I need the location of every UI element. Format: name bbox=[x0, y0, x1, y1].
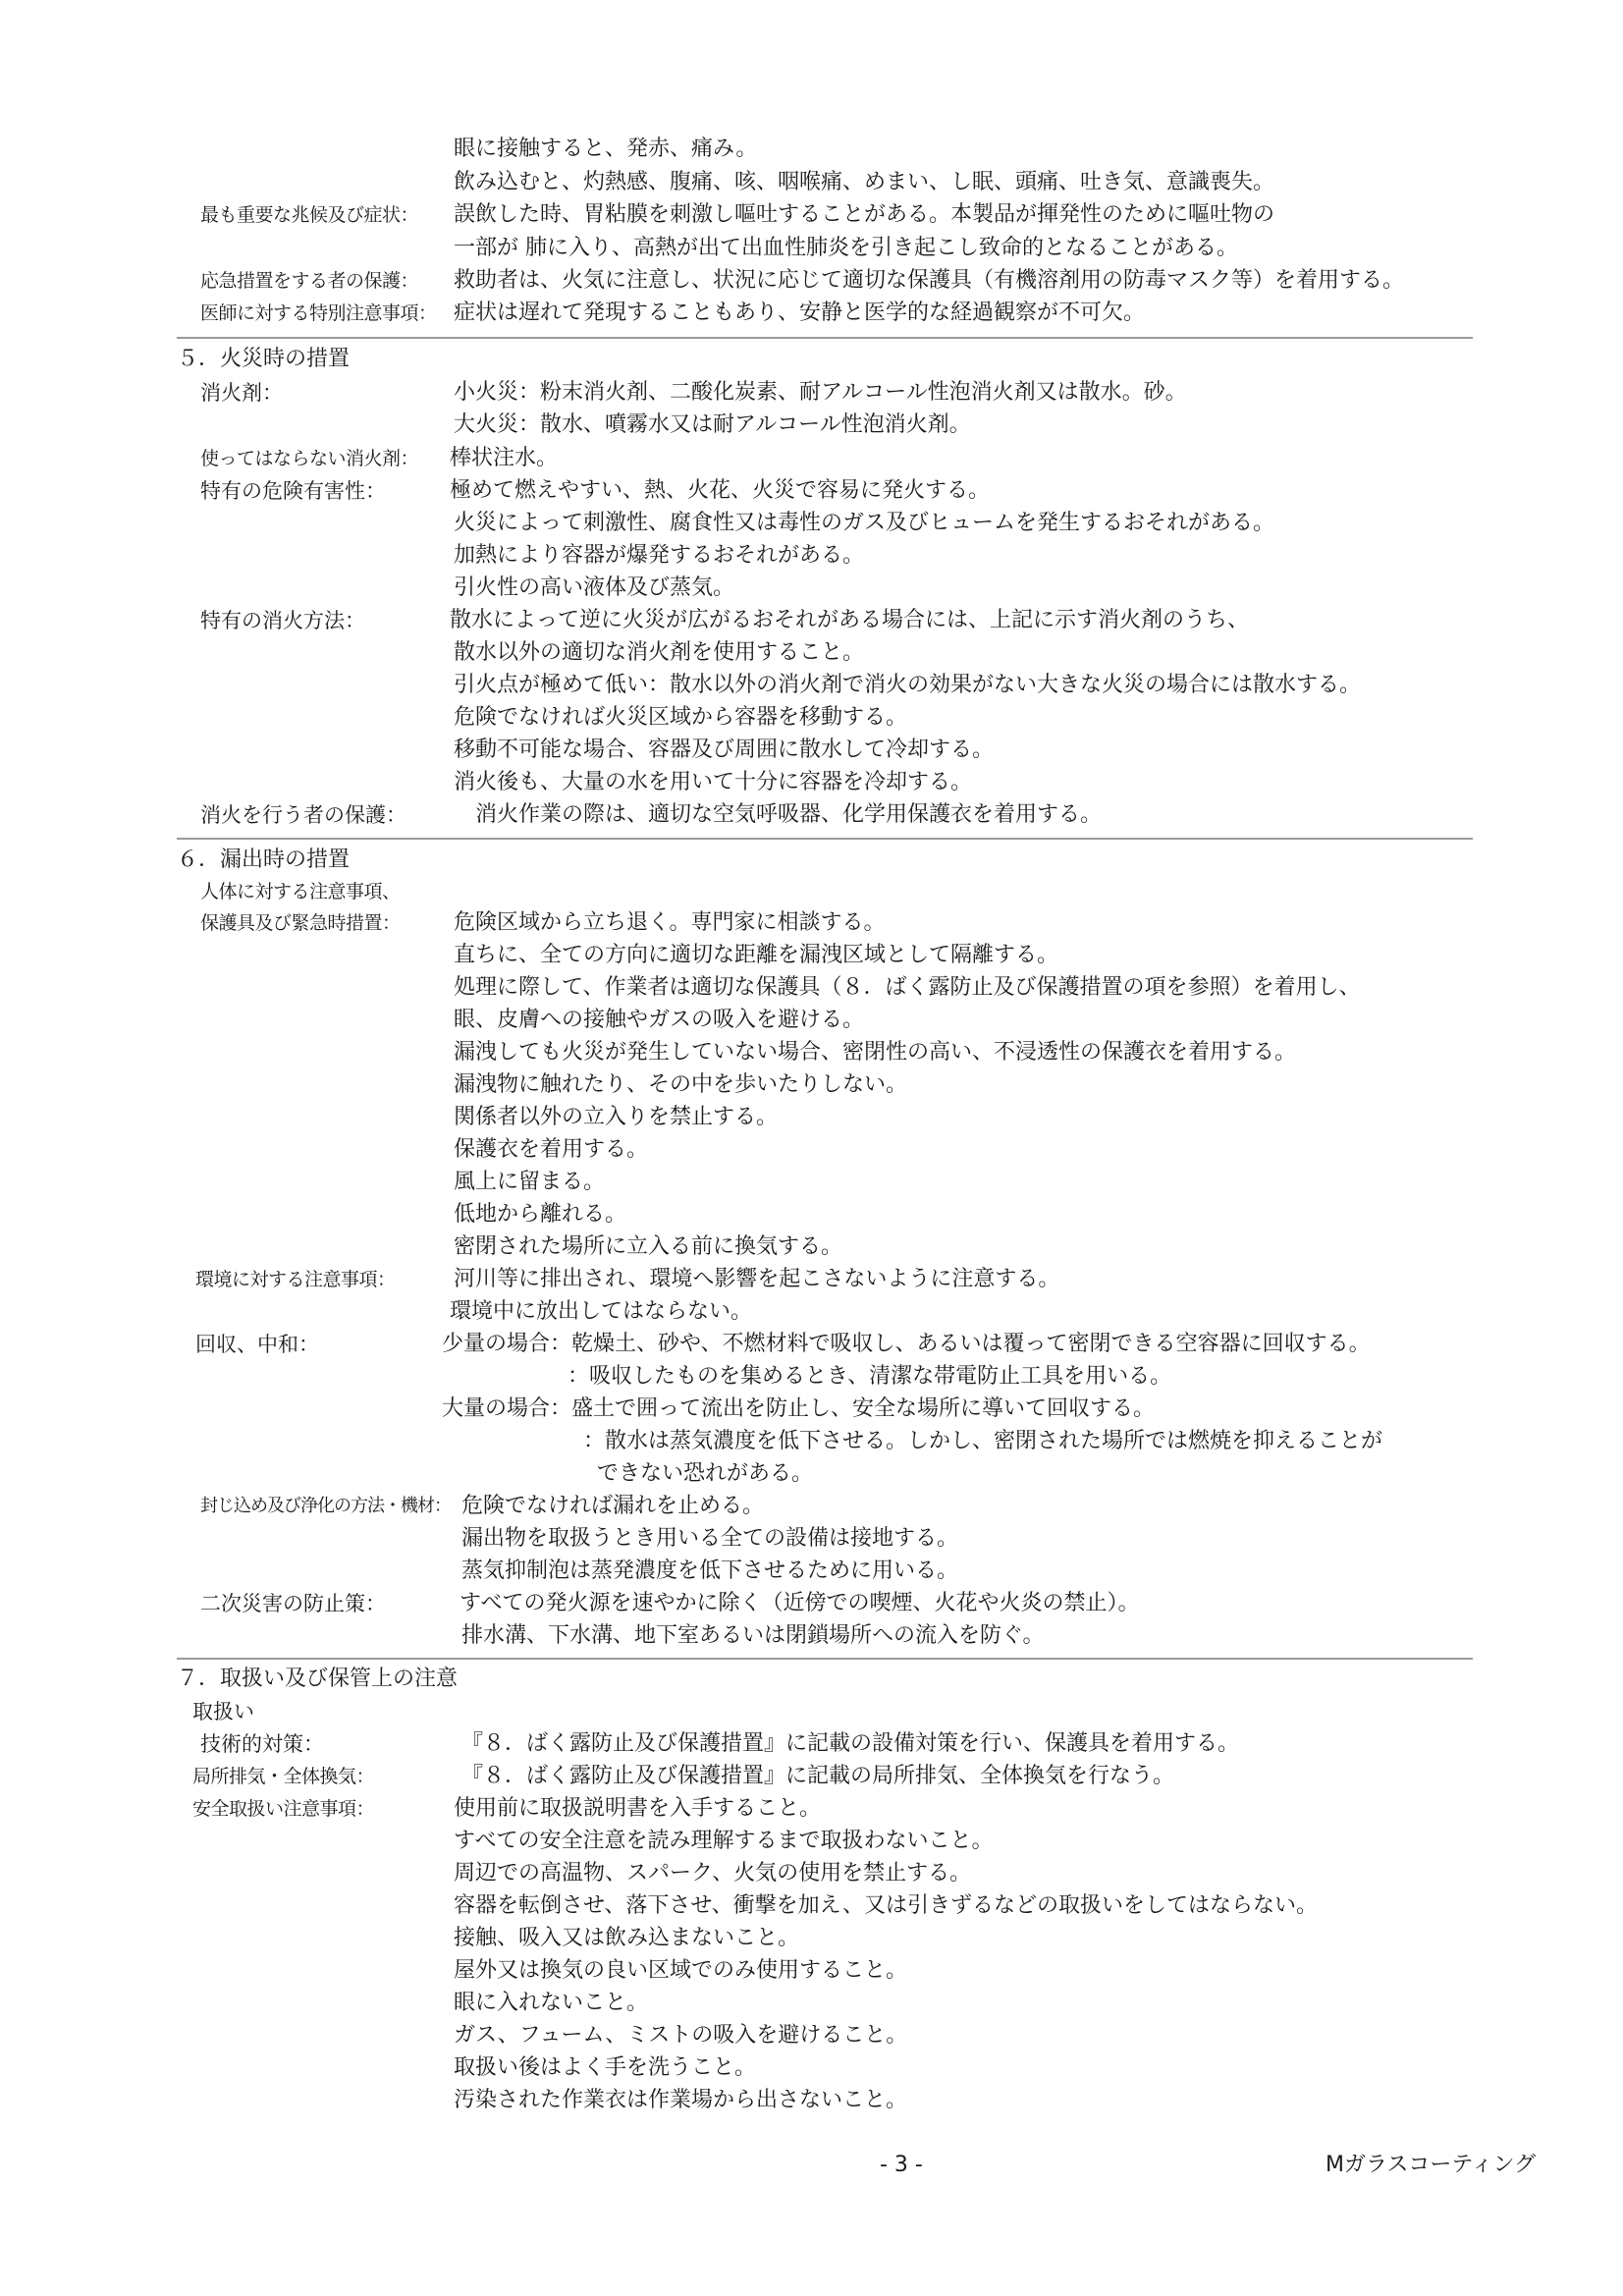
safe-label: 安全取扱い注意事項： bbox=[192, 1798, 375, 1820]
containment-line: 漏出物を取扱うとき用いる全ての設備は接地する。 bbox=[461, 1526, 959, 1551]
containment-row-1 bbox=[0, 1491, 1623, 1522]
technical-text: 『８．ばく露防止及び保護措置』に記載の設備対策を行い、保護具を着用する。 bbox=[461, 1731, 1240, 1756]
rescuer-row bbox=[0, 265, 1623, 297]
method-label: 特有の消火方法： bbox=[200, 609, 365, 632]
recovery-line: 大量の場合：盛土で囲って流出を防止し、安全な場所に導いて回収する。 bbox=[442, 1396, 1156, 1421]
rescuer-text: 救助者は、火気に注意し、状況に応じて適切な保護具（有機溶剤用の防毒マスク等）を着用する。 bbox=[454, 268, 1405, 293]
safe-row-4 bbox=[0, 1890, 1623, 1922]
safe-line: 屋外又は換気の良い区域でのみ使用すること。 bbox=[454, 1958, 908, 1983]
hazard-row-3 bbox=[0, 540, 1623, 572]
personal-row-3 bbox=[0, 972, 1623, 1004]
secondary-line: 排水溝、下水溝、地下室あるいは閉鎖場所への流入を防ぐ。 bbox=[461, 1623, 1045, 1648]
personal-row-7 bbox=[0, 1102, 1623, 1133]
safe-row-9 bbox=[0, 2052, 1623, 2084]
method-line: 移動不可能な場合、容器及び周囲に散水して冷却する。 bbox=[454, 738, 995, 762]
company-name: Mガラスコーティング bbox=[1325, 2153, 1537, 2177]
secondary-label: 二次災害の防止策： bbox=[200, 1592, 386, 1615]
safe-line: すべての安全注意を読み理解するまで取扱わないこと。 bbox=[454, 1829, 994, 1853]
forbidden-row bbox=[0, 443, 1623, 474]
secondary-line: すべての発火源を速やかに除く（近傍での喫煙、火花や火炎の禁止）。 bbox=[460, 1591, 1140, 1615]
doctor-text: 症状は遅れて発現することもあり、安静と医学的な経過観察が不可欠。 bbox=[454, 301, 1146, 325]
safe-row-1 bbox=[0, 1793, 1623, 1825]
personal-line: 処理に際して、作業者は適切な保護具（８．ばく露防止及び保護措置の項を参照）を着用し、 bbox=[454, 975, 1361, 1000]
recovery-line: できない恐れがある。 bbox=[597, 1461, 814, 1486]
personal-label-1: 人体に対する注意事項、 bbox=[200, 881, 401, 902]
rescuer-label: 応急措置をする者の保護： bbox=[200, 270, 419, 292]
technical-row bbox=[0, 1728, 1623, 1760]
symptoms-row-1 bbox=[0, 167, 1623, 198]
method-row-6 bbox=[0, 767, 1623, 798]
forbidden-text: 棒状注水。 bbox=[450, 446, 559, 470]
personal-row-10 bbox=[0, 1199, 1623, 1230]
handling-row bbox=[0, 1696, 1623, 1727]
env-line: 河川等に排出され、環境へ影響を起こさないように注意する。 bbox=[454, 1267, 1060, 1291]
containment-line: 危険でなければ漏れを止める。 bbox=[461, 1494, 765, 1518]
protection-row bbox=[0, 799, 1623, 831]
recovery-row-4 bbox=[0, 1426, 1623, 1457]
safe-line: 容器を転倒させ、落下させ、衝撃を加え、又は引きずるなどの取扱いをしてはならない。 bbox=[454, 1893, 1319, 1918]
recovery-line: ：吸収したものを集めるとき、清潔な帯電防止工具を用いる。 bbox=[568, 1364, 1172, 1389]
hazard-line: 火災によって刺激性、腐食性又は毒性のガス及びヒュームを発生するおそれがある。 bbox=[454, 511, 1275, 535]
eye-contact-text: 眼に接触すると、発赤、痛み。 bbox=[454, 137, 758, 161]
protection-text: 消火作業の際は、適切な空気呼吸器、化学用保護衣を着用する。 bbox=[475, 802, 1103, 827]
section7-title: ７．取扱い及び保管上の注意 bbox=[177, 1667, 459, 1691]
safe-row-3 bbox=[0, 1858, 1623, 1889]
eye-contact-row bbox=[0, 134, 1623, 165]
hazard-line: 引火性の高い液体及び蒸気。 bbox=[454, 575, 735, 600]
method-line: 引火点が極めて低い：散水以外の消火剤で消火の効果がない大きな火災の場合には散水する。 bbox=[454, 673, 1362, 697]
personal-row-8 bbox=[0, 1134, 1623, 1166]
doctor-label: 医師に対する特別注意事項： bbox=[200, 302, 437, 324]
recovery-row-1 bbox=[0, 1329, 1623, 1360]
hazard-label: 特有の危険有害性： bbox=[200, 479, 386, 503]
symptoms-line: 一部が 肺に入り、高熱が出て出血性肺炎を引き起こし致命的となることがある。 bbox=[454, 236, 1238, 260]
safe-line: ガス、フューム、ミストの吸入を避けること。 bbox=[454, 2023, 908, 2048]
technical-label: 技術的対策： bbox=[200, 1732, 324, 1756]
hazard-line: 加熱により容器が爆発するおそれがある。 bbox=[454, 543, 865, 568]
containment-row-3 bbox=[0, 1556, 1623, 1587]
personal-line: 漏洩物に触れたり、その中を歩いたりしない。 bbox=[454, 1072, 908, 1097]
method-row-4 bbox=[0, 702, 1623, 734]
safe-line: 接触、吸入又は飲み込まないこと。 bbox=[454, 1926, 800, 1950]
extinguisher-line: 大火災：散水、噴霧水又は耐アルコール性泡消火剤。 bbox=[454, 412, 971, 437]
safe-row-10 bbox=[0, 2085, 1623, 2116]
section-divider bbox=[177, 337, 1473, 339]
env-row-1 bbox=[0, 1264, 1623, 1295]
safe-row-2 bbox=[0, 1826, 1623, 1857]
personal-label-2: 保護具及び緊急時措置： bbox=[200, 912, 401, 934]
ventilation-text: 『８．ばく露防止及び保護措置』に記載の局所排気、全体換気を行なう。 bbox=[461, 1764, 1175, 1788]
extinguisher-line: 小火災：粉末消火剤、二酸化炭素、耐アルコール性泡消火剤又は散水。砂。 bbox=[454, 380, 1187, 405]
safe-row-8 bbox=[0, 2020, 1623, 2051]
recovery-row-5 bbox=[0, 1458, 1623, 1490]
recovery-label: 回収、中和： bbox=[195, 1333, 319, 1356]
method-row-5 bbox=[0, 735, 1623, 766]
personal-label-row bbox=[0, 876, 1623, 907]
section5-title: ５．火災時の措置 bbox=[177, 347, 351, 371]
safe-line: 汚染された作業衣は作業場から出さないこと。 bbox=[454, 2088, 908, 2112]
recovery-row-2 bbox=[0, 1361, 1623, 1393]
containment-label: 封じ込め及び浄化の方法・機材： bbox=[200, 1496, 451, 1516]
secondary-row-1 bbox=[0, 1588, 1623, 1619]
page-number: - 3 - bbox=[880, 2153, 923, 2177]
extinguisher-row-1 bbox=[0, 377, 1623, 409]
personal-line: 眼、皮膚への接触やガスの吸入を避ける。 bbox=[454, 1008, 865, 1032]
personal-row-2 bbox=[0, 940, 1623, 971]
personal-row-5 bbox=[0, 1037, 1623, 1068]
doctor-row bbox=[0, 298, 1623, 329]
hazard-row-2 bbox=[0, 508, 1623, 539]
personal-line: 漏洩しても火災が発生していない場合、密閉性の高い、不浸透性の保護衣を着用する。 bbox=[454, 1040, 1297, 1065]
symptoms-row-3 bbox=[0, 233, 1623, 264]
secondary-row-2 bbox=[0, 1620, 1623, 1652]
safe-row-6 bbox=[0, 1955, 1623, 1987]
containment-row-2 bbox=[0, 1523, 1623, 1555]
symptoms-line: 飲み込むと、灼熱感、腹痛、咳、咽喉痛、めまい、し眠、頭痛、吐き気、意識喪失。 bbox=[454, 170, 1275, 194]
personal-row-11 bbox=[0, 1231, 1623, 1263]
personal-row-9 bbox=[0, 1167, 1623, 1198]
personal-line: 低地から離れる。 bbox=[454, 1202, 627, 1227]
method-line: 消火後も、大量の水を用いて十分に容器を冷却する。 bbox=[454, 770, 973, 794]
hazard-row-4 bbox=[0, 573, 1623, 604]
recovery-line: ：散水は蒸気濃度を低下させる。しかし、密閉された場所では燃焼を抑えることが bbox=[583, 1429, 1383, 1453]
hazard-row-1 bbox=[0, 475, 1623, 507]
symptoms-label: 最も重要な兆候及び症状： bbox=[200, 204, 419, 226]
method-row-1 bbox=[0, 605, 1623, 636]
personal-row-4 bbox=[0, 1005, 1623, 1036]
section-divider bbox=[177, 838, 1473, 840]
personal-line: 危険区域から立ち退く。専門家に相談する。 bbox=[454, 910, 886, 935]
method-line: 散水によって逆に火災が広がるおそれがある場合には、上記に示す消火剤のうち、 bbox=[450, 608, 1250, 632]
forbidden-label: 使ってはならない消火剤： bbox=[200, 448, 419, 469]
personal-line: 直ちに、全ての方向に適切な距離を漏洩区域として隔離する。 bbox=[454, 943, 1059, 967]
ventilation-row bbox=[0, 1761, 1623, 1792]
symptoms-line: 誤飲した時、胃粘膜を刺激し嘔吐することがある。本製品が揮発性のために嘔吐物の bbox=[454, 202, 1275, 227]
recovery-row-3 bbox=[0, 1394, 1623, 1425]
safe-line: 取扱い後はよく手を洗うこと。 bbox=[454, 2055, 757, 2080]
safe-line: 使用前に取扱説明書を入手すること。 bbox=[454, 1796, 822, 1821]
section6-title: ６．漏出時の措置 bbox=[177, 847, 351, 872]
personal-row-6 bbox=[0, 1069, 1623, 1101]
env-row-2 bbox=[0, 1296, 1623, 1328]
symptoms-row-2 bbox=[0, 199, 1623, 231]
personal-row-1 bbox=[0, 907, 1623, 939]
method-row-2 bbox=[0, 637, 1623, 669]
method-line: 散水以外の適切な消火剤を使用すること。 bbox=[454, 640, 865, 665]
hazard-line: 極めて燃えやすい、熱、火花、火災で容易に発火する。 bbox=[450, 478, 991, 503]
method-row-3 bbox=[0, 670, 1623, 701]
safe-line: 眼に入れないこと。 bbox=[454, 1991, 649, 2015]
safe-row-5 bbox=[0, 1923, 1623, 1954]
protection-label: 消火を行う者の保護： bbox=[200, 803, 406, 827]
extinguisher-row-2 bbox=[0, 410, 1623, 441]
section-divider bbox=[177, 1658, 1473, 1660]
personal-line: 風上に留まる。 bbox=[454, 1170, 606, 1194]
extinguisher-label: 消火剤： bbox=[200, 381, 283, 405]
personal-line: 保護衣を着用する。 bbox=[454, 1137, 649, 1162]
env-label: 環境に対する注意事項： bbox=[195, 1269, 396, 1290]
handling-label: 取扱い bbox=[192, 1700, 254, 1723]
ventilation-label: 局所排気・全体換気： bbox=[192, 1766, 375, 1787]
personal-line: 関係者以外の立入りを禁止する。 bbox=[454, 1105, 779, 1129]
method-line: 危険でなければ火災区域から容器を移動する。 bbox=[454, 705, 908, 730]
personal-line: 密閉された場所に立入る前に換気する。 bbox=[454, 1234, 843, 1259]
safe-row-7 bbox=[0, 1988, 1623, 2019]
recovery-line: 少量の場合：乾燥土、砂や、不燃材料で吸収し、あるいは覆って密閉できる空容器に回収する。 bbox=[442, 1332, 1371, 1356]
containment-line: 蒸気抑制泡は蒸発濃度を低下させるために用いる。 bbox=[461, 1558, 959, 1583]
safe-line: 周辺での高温物、スパーク、火気の使用を禁止する。 bbox=[454, 1861, 972, 1886]
env-line: 環境中に放出してはならない。 bbox=[450, 1299, 753, 1324]
